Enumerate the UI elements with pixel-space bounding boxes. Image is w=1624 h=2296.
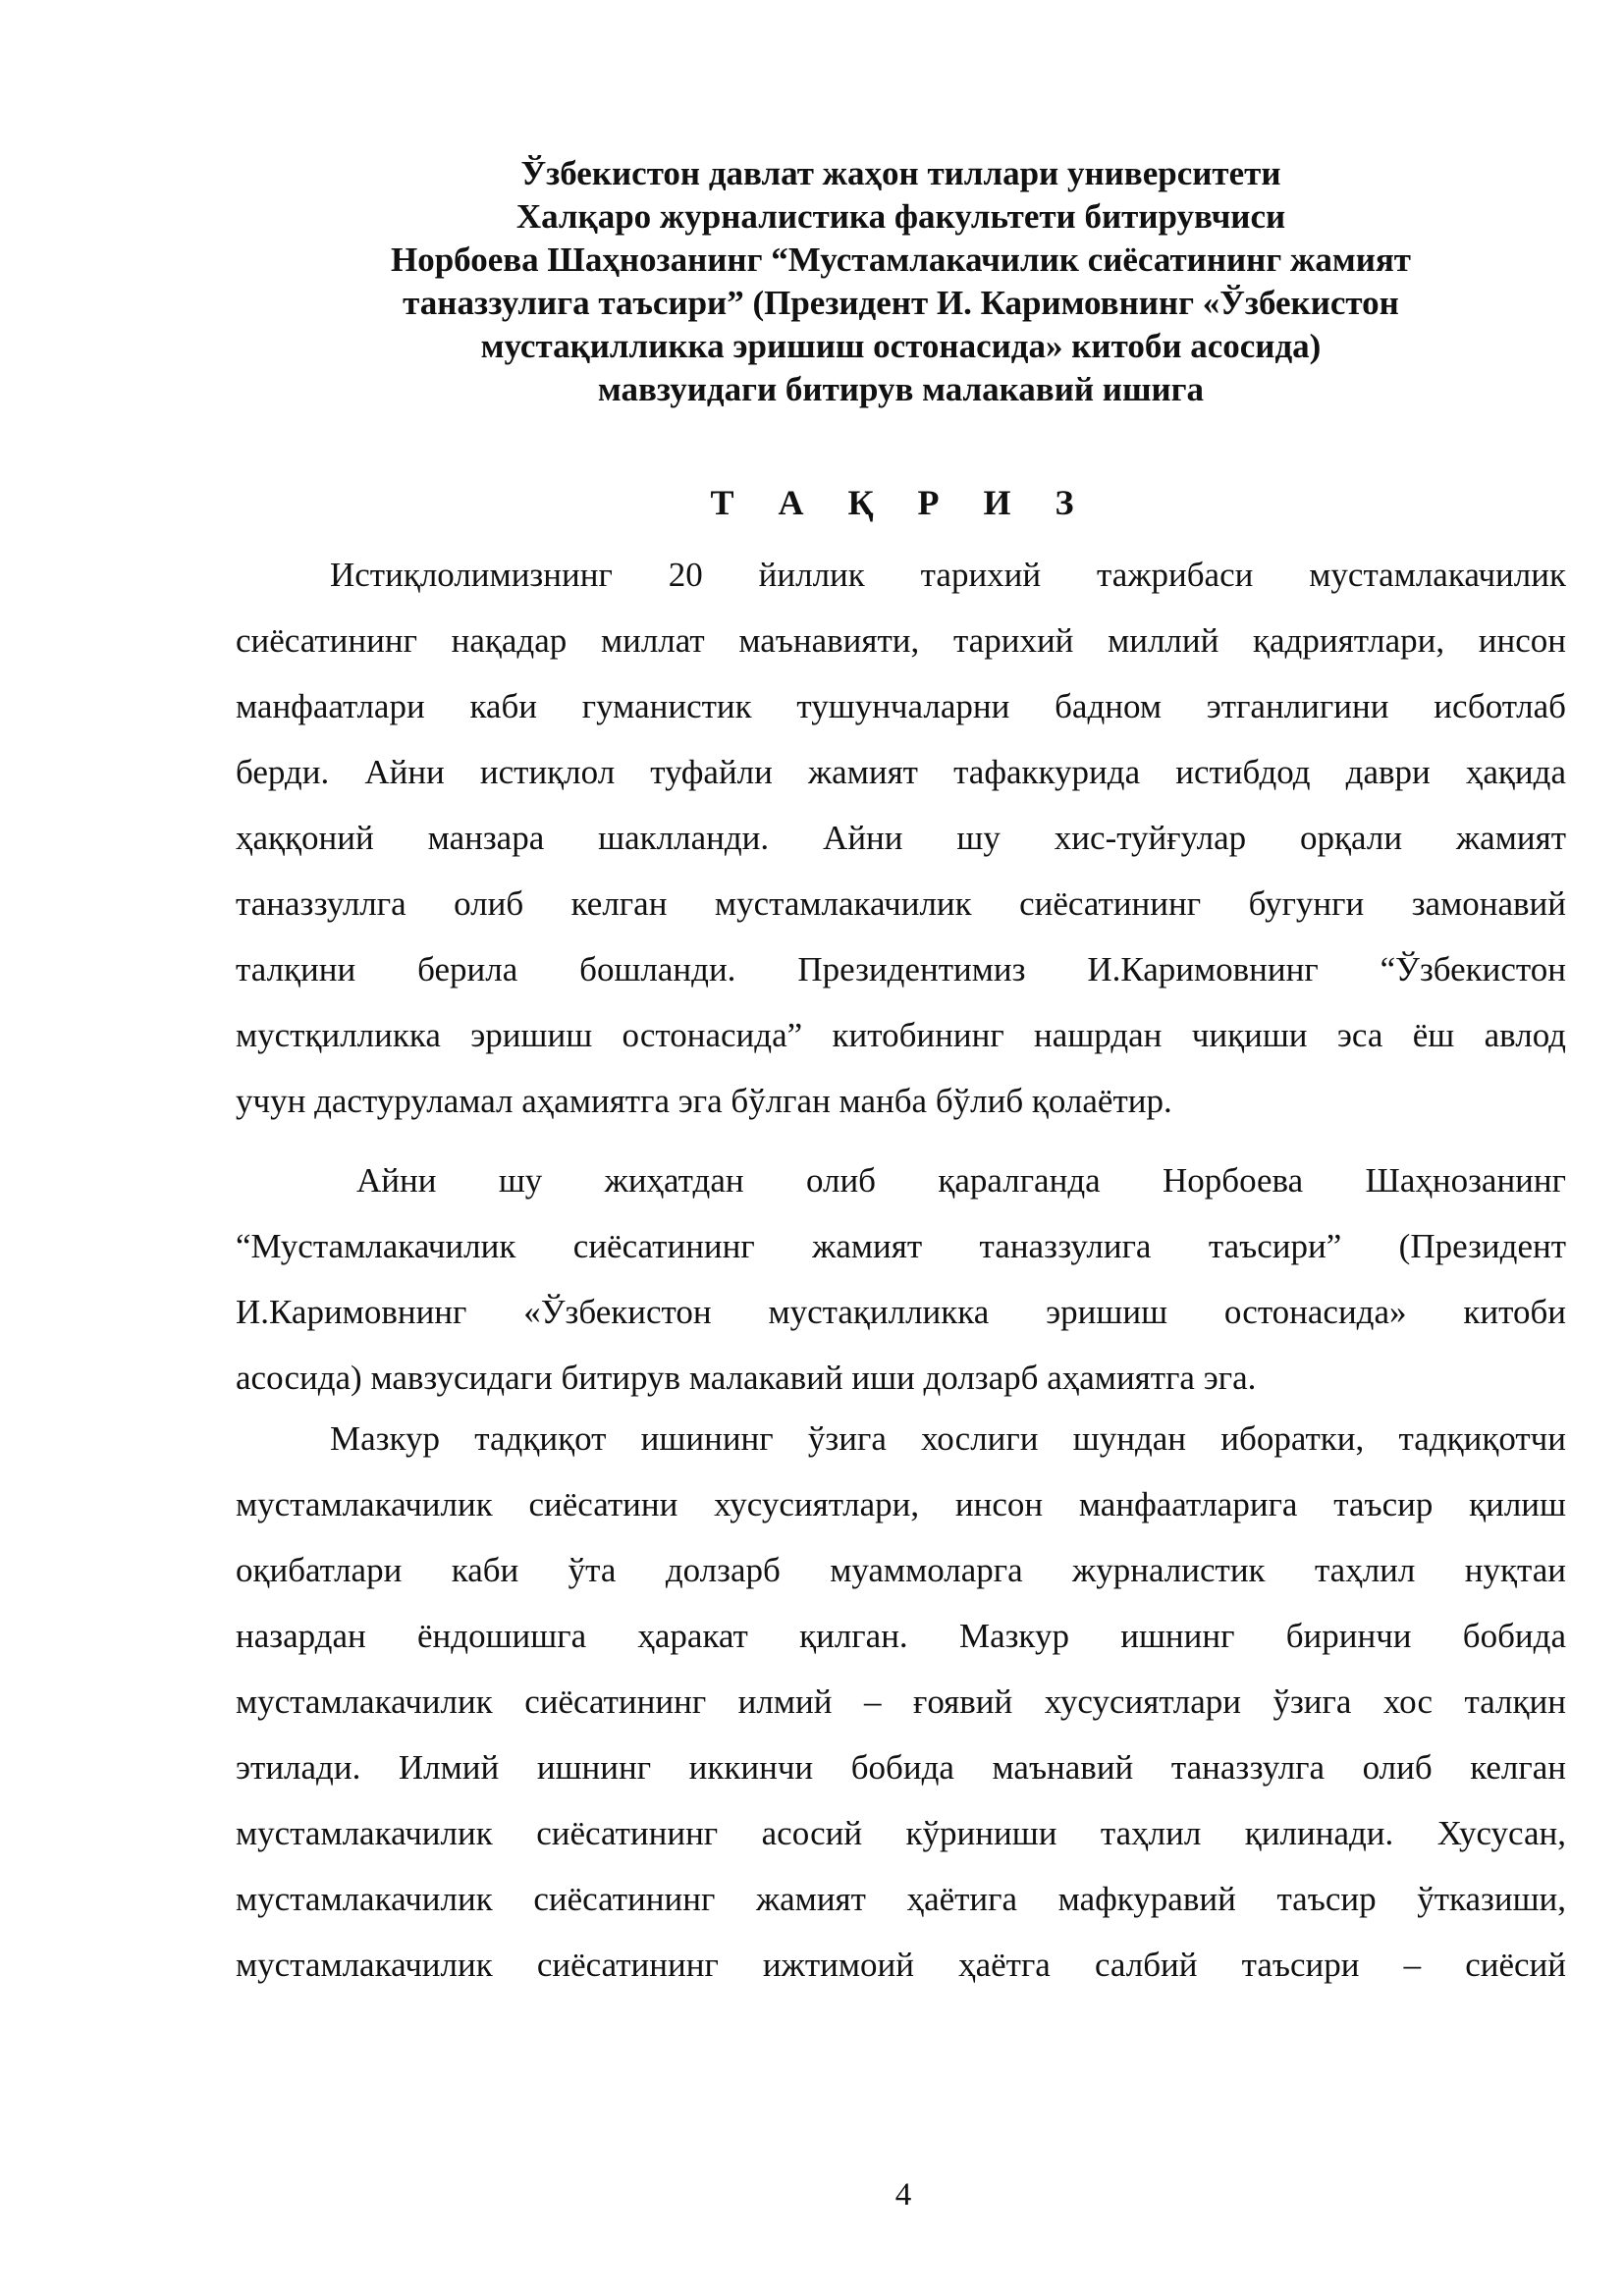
document-header	[236, 152, 1566, 411]
paragraph-line: мустамлакачилик сиёсатининг ижтимоий ҳаётга салбий таъсири – сиёсий	[236, 1946, 1566, 1984]
page-number: 4	[894, 2177, 912, 2213]
paragraph-line: мустамлакачилик сиёсатининг жамият ҳаётига мафкуравий таъсир ўтказиши,	[236, 1880, 1566, 1918]
paragraph-line: мустамлакачилик сиёсатининг асосий кўриниши таҳлил қилинади. Хусусан,	[236, 1814, 1566, 1852]
paragraph-line: манфаатлари каби гуманистик тушунчаларни бадном этганлигини исботлаб	[236, 687, 1566, 725]
paragraph-line: берди. Айни истиқлол туфайли жамият тафаккурида истибдод даври ҳақида	[236, 753, 1566, 791]
header-line-university: Ўзбекистон давлат жаҳон тиллари университети	[520, 154, 1281, 192]
paragraph-line: мустамлакачилик сиёсатининг илмий – ғоявий хусусиятлари ўзига хос талқин	[236, 1682, 1566, 1721]
header-line-topic-cont: таназзулига таъсири” (Президент И. Каримовнинг «Ўзбекистон	[403, 284, 1399, 322]
paragraph-line: учун дастуруламал аҳамиятга эга бўлган манба бўлиб қолаётир.	[236, 1082, 1172, 1120]
paragraph-line: мустқилликка эришиш остонасида” китобининг нашрдан чиқиши эса ёш авлод	[236, 1016, 1566, 1054]
paragraph-line: Айни шу жиҳатдан олиб қаралганда Норбоева Шаҳнозанинг	[356, 1161, 1566, 1200]
paragraph-line: И.Каримовнинг «Ўзбекистон мустақилликка эришиш остонасида» китоби	[236, 1293, 1566, 1331]
paragraph-line: этилади. Илмий ишнинг иккинчи бобида маънавий таназзулга олиб келган	[236, 1748, 1566, 1787]
paragraph-line: “Мустамлакачилик сиёсатининг жамият таназзулига таъсири” (Президент	[236, 1227, 1566, 1265]
paragraph-line: талқини берила бошланди. Президентимиз И.Каримовнинг “Ўзбекистон	[236, 950, 1566, 988]
header-line-faculty: Халқаро журналистика факультети битирувчиси	[515, 197, 1286, 236]
paragraph-line: Мазкур тадқиқот ишининг ўзига хослиги шундан иборатки, тадқиқотчи	[330, 1419, 1566, 1458]
paragraph-line: мустамлакачилик сиёсатини хусусиятлари, инсон манфаатларига таъсир қилиш	[236, 1485, 1566, 1523]
paragraph-line: Истиқлолимизнинг 20 йиллик тарихий тажрибаси мустамлакачилик	[330, 556, 1566, 594]
header-line-work-type: мавзуидаги битирув малакавий ишига	[597, 370, 1205, 408]
paragraph-2	[236, 1148, 1566, 1411]
paragraph-3	[236, 1406, 1566, 1998]
paragraph-line: сиёсатининг нақадар миллат маънавияти, тарихий миллий қадриятлари, инсон	[236, 621, 1566, 660]
paragraph-1	[236, 542, 1566, 1134]
header-line-book: мустақилликка эришиш остонасида» китоби асосида)	[480, 327, 1322, 365]
paragraph-line: таназзуллга олиб келган мустамлакачилик сиёсатининг бугунги замонавий	[236, 884, 1566, 923]
paragraph-line: асосида) мавзусидаги битирув малакавий иши долзарб аҳамиятга эга.	[236, 1359, 1257, 1397]
header-line-author-topic: Норбоева Шаҳнозанинг “Мустамлакачилик сиёсатининг жамият	[390, 240, 1411, 279]
paragraph-line: назардан ёндошишга ҳаракат қилган. Мазкур ишнинг биринчи бобида	[236, 1617, 1566, 1655]
paragraph-line: ҳаққоний манзара шаклланди. Айни шу хис-туйғулар орқали жамият	[236, 819, 1566, 857]
paragraph-line: оқибатлари каби ўта долзарб муаммоларга журналистик таҳлил нуқтаи	[236, 1551, 1566, 1589]
document-title: Т А Қ Р И З	[710, 483, 1092, 522]
